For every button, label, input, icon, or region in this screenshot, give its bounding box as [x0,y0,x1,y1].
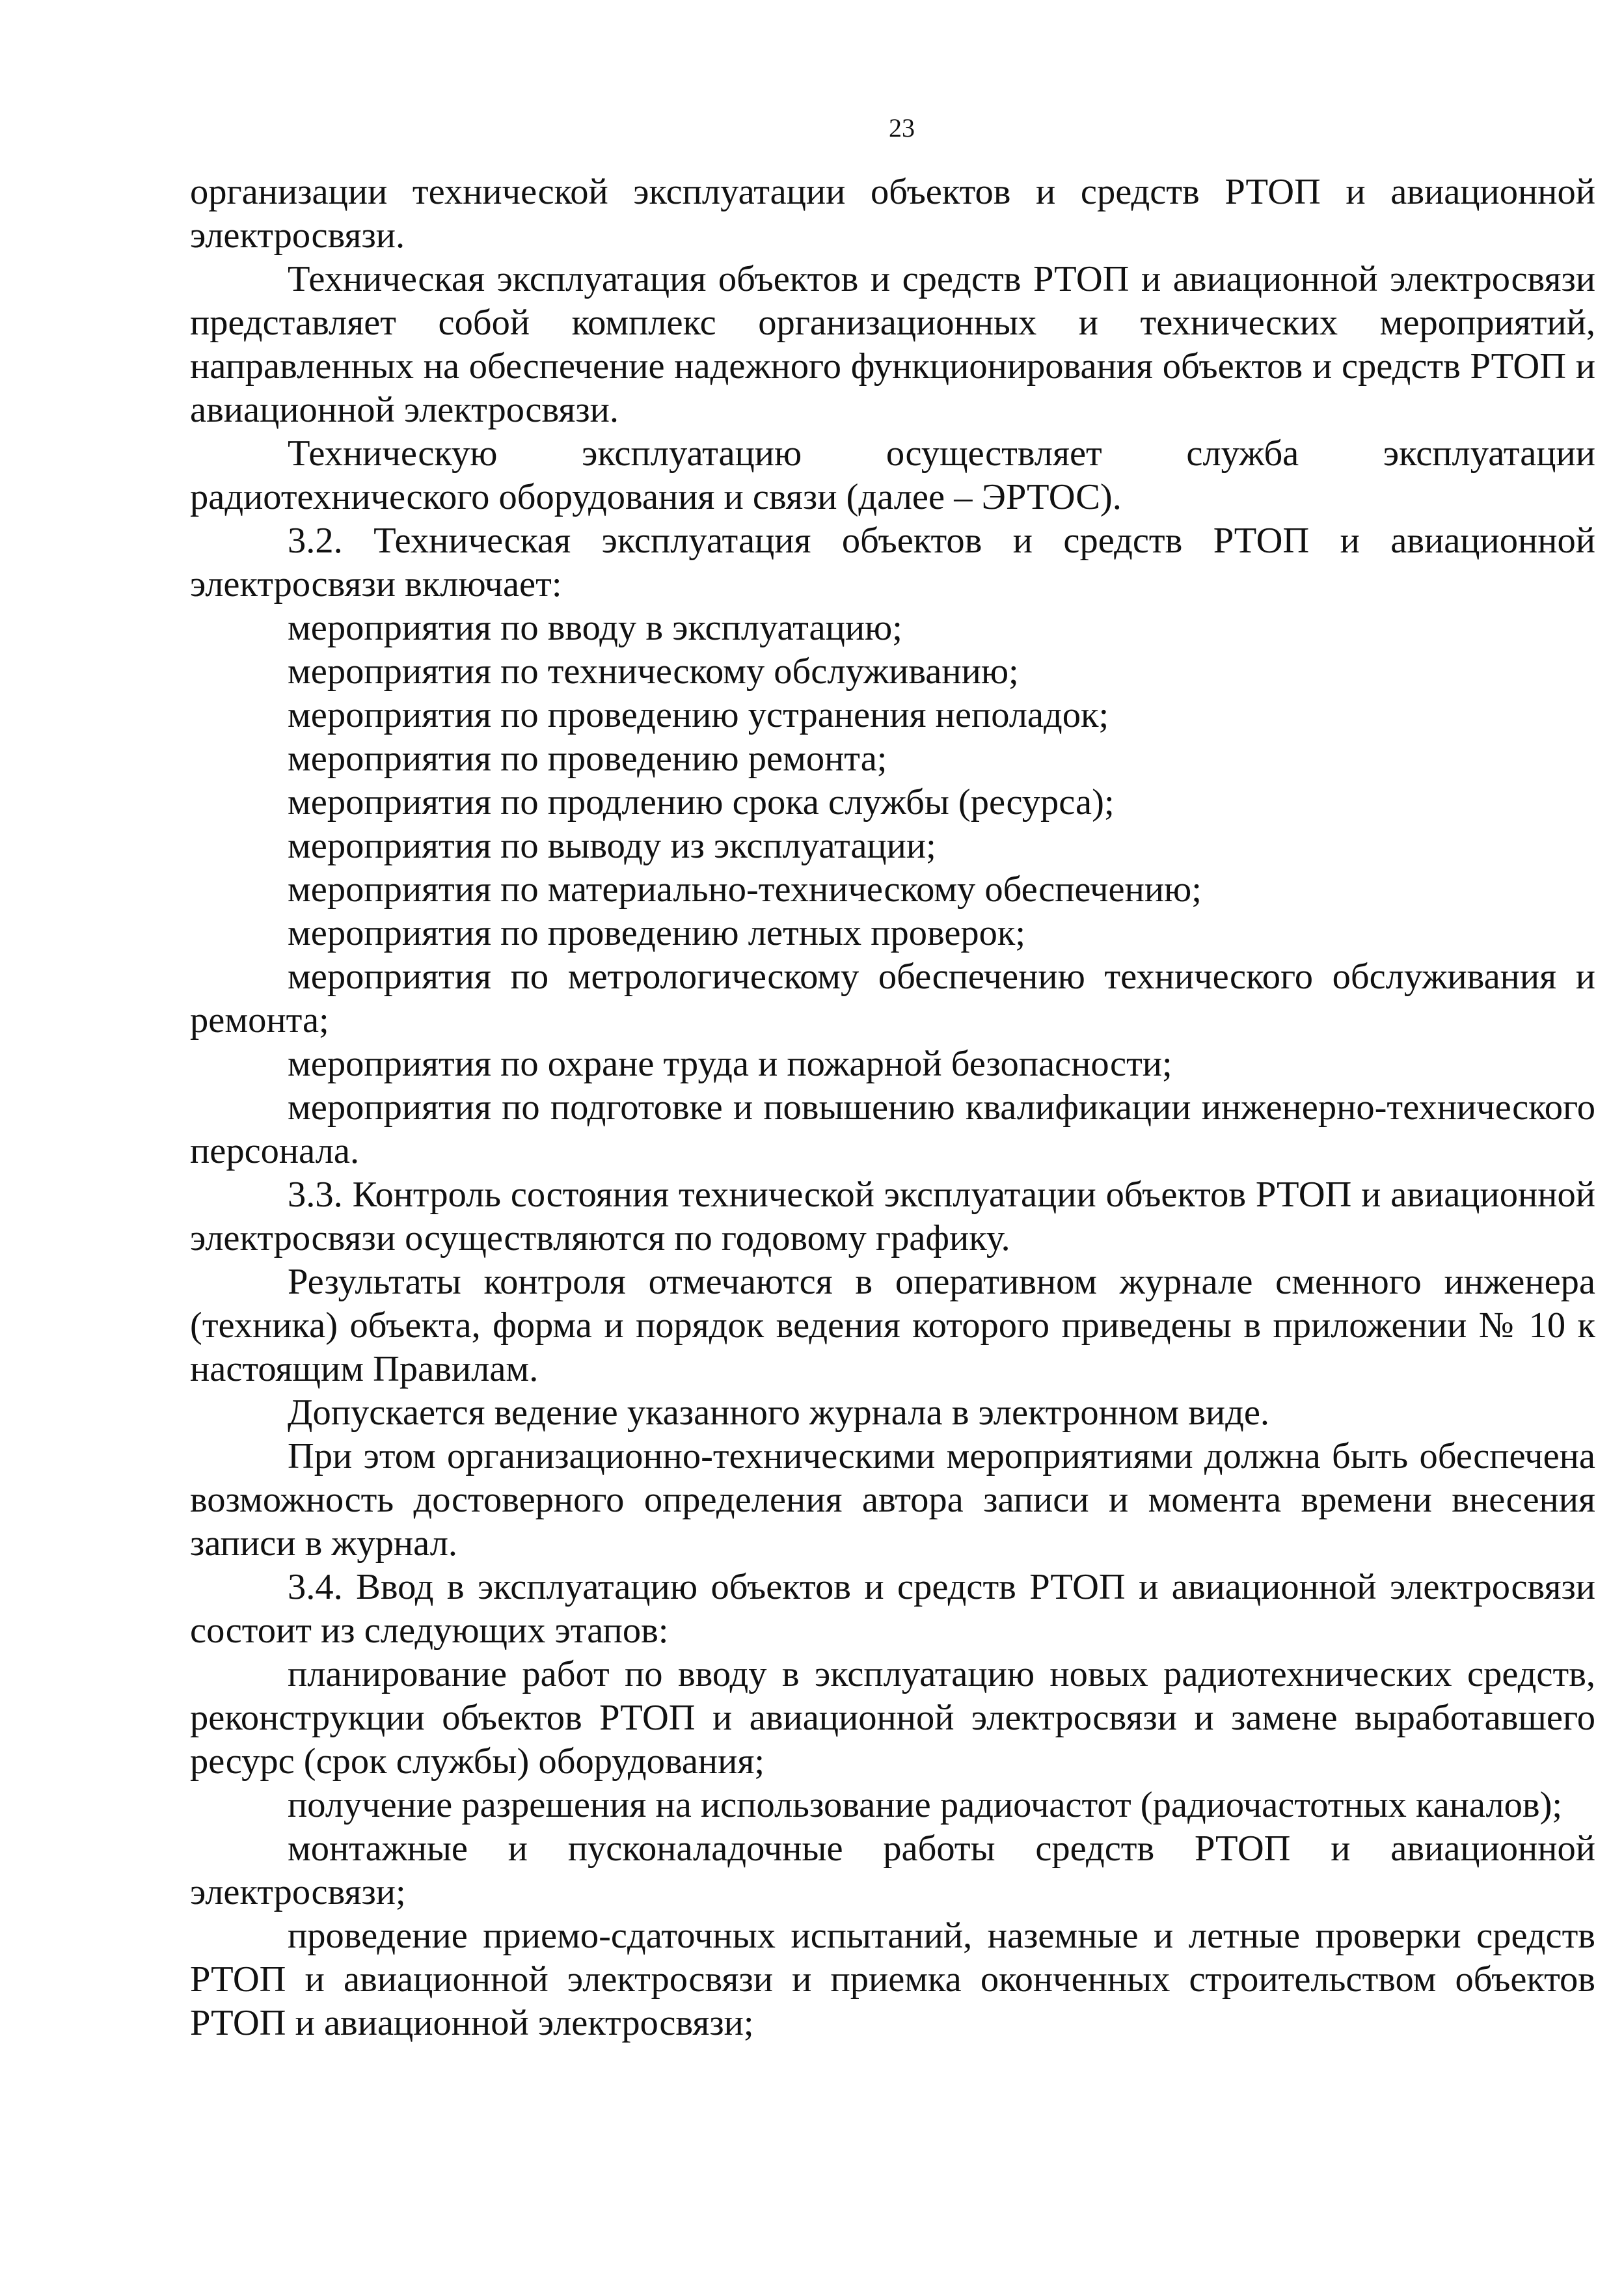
list-item: мероприятия по метрологическому обеспечению технического обслуживания и ремонта; [190,957,1595,1040]
list-item: мероприятия по подготовке и повышению квалификации инженерно-технического персонала. [190,1087,1595,1171]
list-item: мероприятия по проведению летных проверок; [288,913,1026,953]
section-3-2: 3.2. Техническая эксплуатация объектов и средств РТОП и авиационной электросвязи включает: [190,521,1595,604]
page-number: 23 [889,113,915,143]
paragraph-authorship-requirements: При этом организационно-техническими мероприятиями должна быть обеспечена возможность достоверного определения автора записи и момента времени внесения записи в журнал. [190,1436,1595,1564]
paragraph-electronic-journal: Допускается ведение указанного журнала в электронном виде. [288,1392,1270,1433]
paragraph-technical-operation-definition: Техническая эксплуатация объектов и средств РТОП и авиационной электросвязи представляет собой комплекс организационных и технических мероприятий, направленных на обеспечение надежного функционирования объектов и средств РТОП и авиационной электросвязи. [190,259,1595,430]
list-item: проведение приемо-сдаточных испытаний, наземные и летные проверки средств РТОП и авиационной электросвязи и приемка оконченных строительством объектов РТОП и авиационной электросвязи; [190,1916,1595,2043]
paragraph-control-results: Результаты контроля отмечаются в оперативном журнале сменного инженера (техника) объекта, форма и порядок ведения которого приведены в приложении № 10 к настоящим Правилам. [190,1262,1595,1389]
document-body [190,170,1595,2045]
list-item: мероприятия по охране труда и пожарной безопасности; [288,1044,1172,1084]
section-3-3: 3.3. Контроль состояния технической эксплуатации объектов РТОП и авиационной электросвязи осуществляются по годовому графику. [190,1175,1595,1258]
list-item: получение разрешения на использование радиочастот (радиочастотных каналов); [288,1785,1563,1825]
list-item: мероприятия по материально-техническому обеспечению; [288,869,1202,910]
list-item: монтажные и пусконаладочные работы средств РТОП и авиационной электросвязи; [190,1828,1595,1912]
section-3-4: 3.4. Ввод в эксплуатацию объектов и средств РТОП и авиационной электросвязи состоит из следующих этапов: [190,1567,1595,1651]
list-item: мероприятия по проведению устранения неполадок; [288,695,1109,735]
paragraph-ertos: Техническую эксплуатацию осуществляет служба эксплуатации радиотехнического оборудования и связи (далее – ЭРТОС). [190,433,1595,517]
list-item: планирование работ по вводу в эксплуатацию новых радиотехнических средств, реконструкции объектов РТОП и авиационной электросвязи и замене выработавшего ресурс (срок службы) оборудования; [190,1654,1595,1782]
list-item: мероприятия по проведению ремонта; [288,739,887,779]
paragraph-continuation: организации технической эксплуатации объектов и средств РТОП и авиационной электросвязи. [190,172,1595,256]
list-item: мероприятия по продлению срока службы (ресурса); [288,782,1115,822]
list-item: мероприятия по вводу в эксплуатацию; [288,608,902,648]
list-item: мероприятия по техническому обслуживанию; [288,651,1019,692]
list-item: мероприятия по выводу из эксплуатации; [288,826,936,866]
